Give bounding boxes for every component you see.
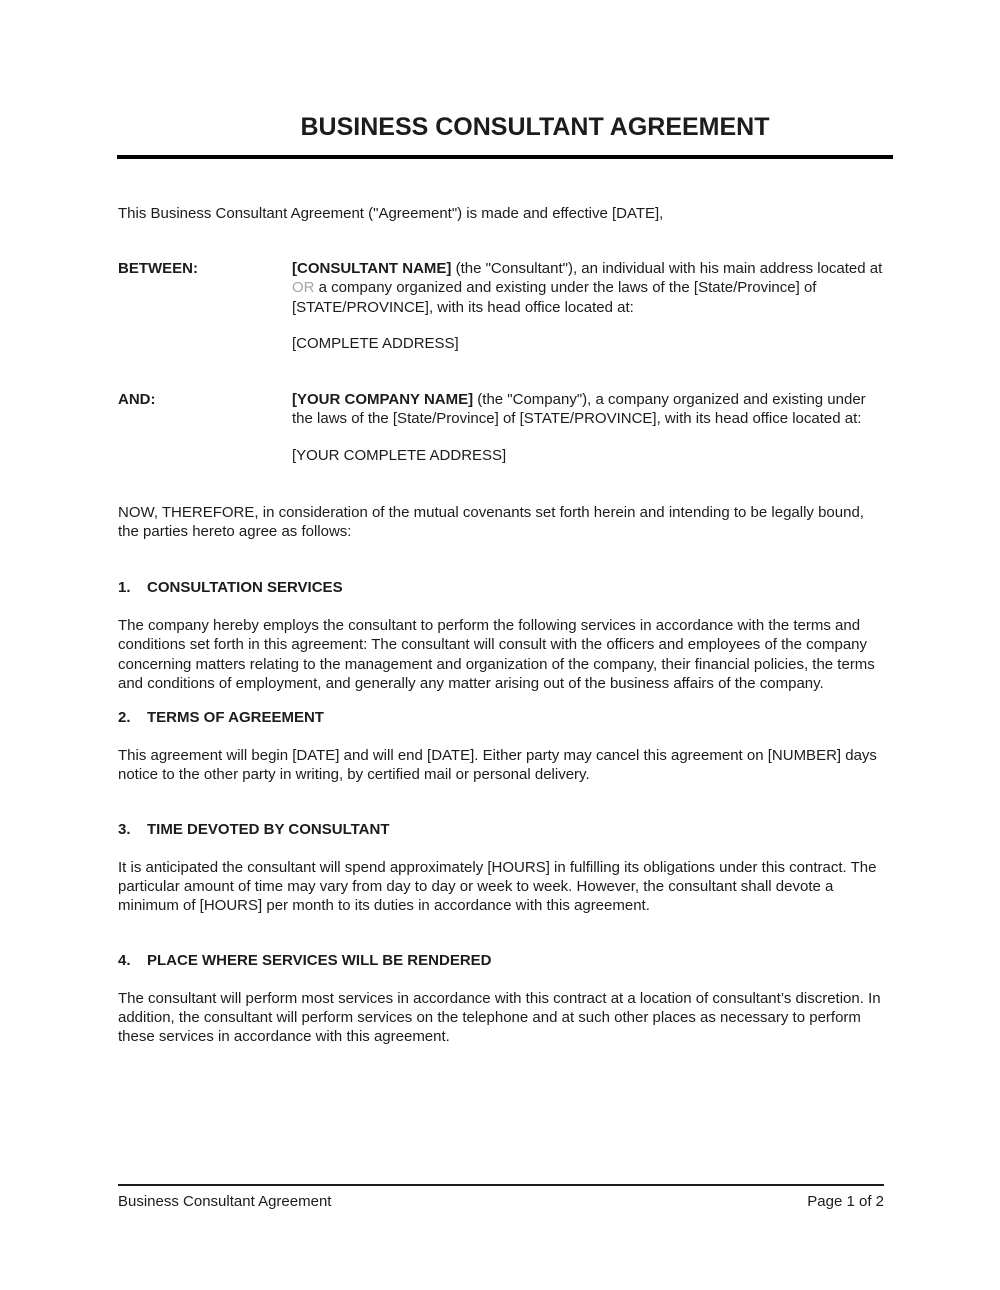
section-4-heading [118,951,884,970]
section-3-heading [118,820,884,839]
footer-page-number: Page 1 of 2 [807,1193,884,1210]
and-text: (the "Company"), a company organized and existing under the laws of the [State/Province] of [STATE/PROVINCE], with its head office located at: [292,391,866,428]
section-1-title: CONSULTATION SERVICES [147,579,343,597]
section-2-body: This agreement will begin [DATE] and will end [DATE]. Either party may cancel this agreement on [NUMBER] days notice to the other party in writing, by certified mail or personal delivery. [118,747,877,784]
company-address-placeholder: [YOUR COMPLETE ADDRESS] [292,447,507,465]
footer-row [118,1192,884,1211]
section-2-number: 2. [118,709,131,727]
now-therefore-paragraph: NOW, THEREFORE, in consideration of the mutual covenants set forth herein and intending to be legally bound, the parties hereto agree as follows: [118,503,864,540]
section-2-heading [118,708,884,727]
section-1-body: The company hereby employs the consultant to perform the following services in accordance with the terms and conditions set forth in this agreement: The consultant will consult with the officers and employees of the company concerning matters relating to the management and organization of the company, their financial policies, the terms and conditions of employment, and generally any matter arising out of the business affairs of the company. [118,617,875,692]
between-block [118,259,884,353]
and-paragraph [292,390,884,428]
page-footer [118,1184,884,1211]
and-body [292,390,884,466]
section-2-title: TERMS OF AGREEMENT [147,709,324,727]
between-text-post-or: a company organized and existing under the laws of the [State/Province] of [STATE/PROVINCE], with its head office located at: [292,279,817,316]
page-title: BUSINESS CONSULTANT AGREEMENT [300,113,770,141]
footer-document-title: Business Consultant Agreement [118,1193,332,1210]
footer-rule [118,1184,884,1186]
title-rule [117,155,893,159]
between-text-pre-or: (the "Consultant"), an individual with his main address located at [451,260,883,278]
section-1-number: 1. [118,579,131,597]
between-paragraph [292,259,884,317]
section-3-number: 3. [118,820,131,838]
section-4-title: PLACE WHERE SERVICES WILL BE RENDERED [147,952,492,970]
section-4-number: 4. [118,952,131,970]
section-3-body: It is anticipated the consultant will spend approximately [HOURS] in fulfilling its obligations under this contract. The particular amount of time may vary from day to day or week to week. However, the consultant shall devote a minimum of [HOURS] per month to its duties in accordance with this agreement. [118,858,877,915]
section-3-title: TIME DEVOTED BY CONSULTANT [147,820,390,838]
and-label: AND: [118,391,156,409]
consultant-address-placeholder: [COMPLETE ADDRESS] [292,334,459,352]
consultant-name-placeholder: [CONSULTANT NAME] [292,260,452,278]
or-word: OR [292,279,315,297]
company-name-placeholder: [YOUR COMPANY NAME] [292,391,474,409]
between-label: BETWEEN: [118,260,198,278]
section-4-body: The consultant will perform most services in accordance with this contract at a location of consultant’s discretion. In addition, the consultant will perform services on the telephone and at such other places as necessary to perform these services in accordance with this agreement. [118,989,881,1046]
section-1-heading [118,578,884,597]
between-body [292,259,884,353]
and-block [118,390,884,466]
intro-paragraph: This Business Consultant Agreement ("Agreement") is made and effective [DATE], [118,205,664,222]
